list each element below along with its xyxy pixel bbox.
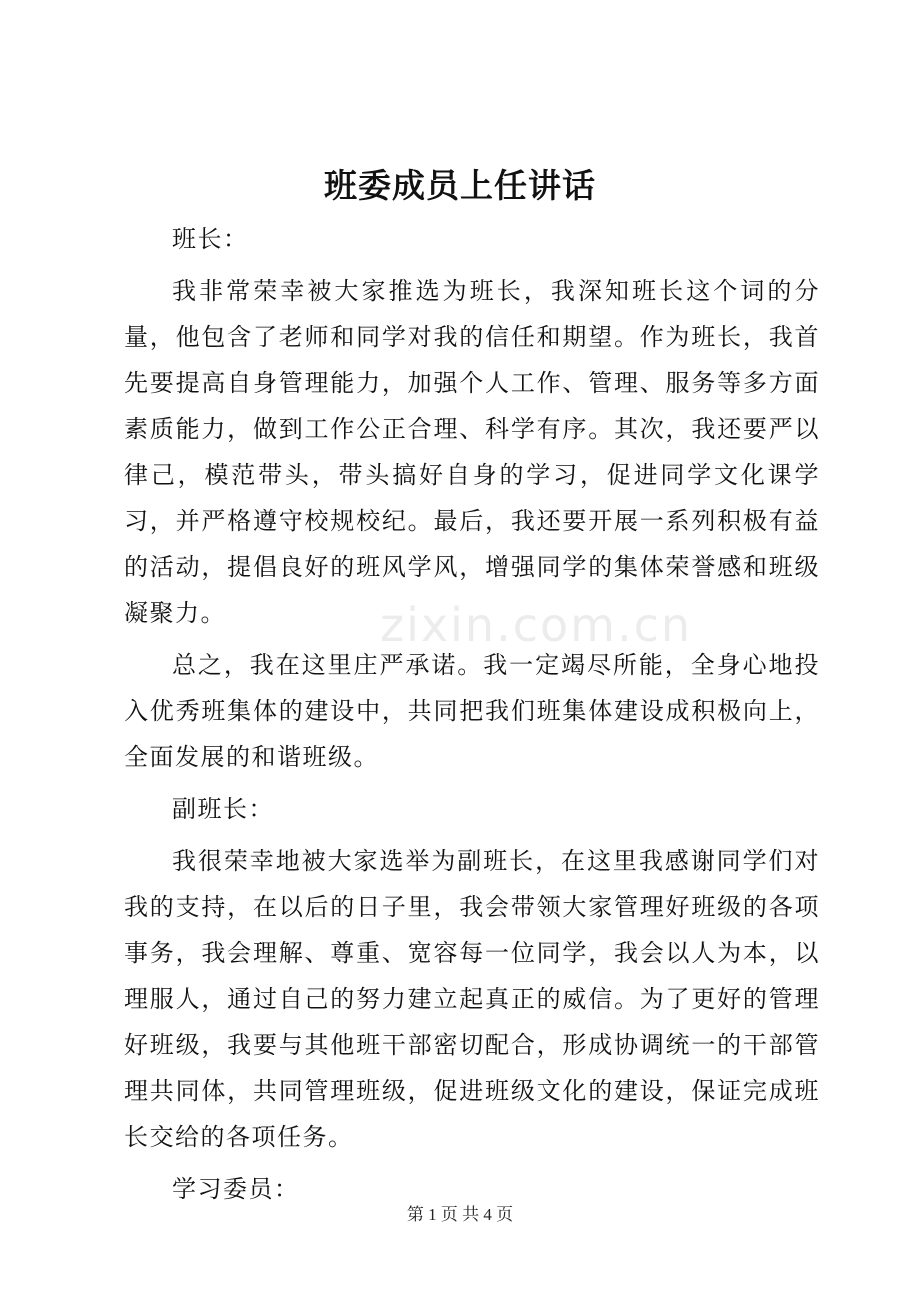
section-heading-monitor: 班长： [172,225,249,253]
document-title: 班委成员上任讲话 [324,166,596,205]
document-body [124,214,820,1212]
paragraph-monitor-conclusion: 总之，我在这里庄严承诺。我一定竭尽所能，全身心地投入优秀班集体的建设中，共同把我们班集体建设成积极向上，全面发展的和谐班级。 [124,651,820,771]
watermark: zixin.com.cn [380,598,693,652]
section-heading-study-committee: 学习委员： [172,1175,300,1203]
section-heading-vice-monitor: 副班长： [172,795,274,823]
paragraph-vice-monitor-speech: 我很荣幸地被大家选举为副班长，在这里我感谢同学们对我的支持，在以后的日子里，我会带领大家管理好班级的各项事务，我会理解、尊重、宽容每一位同学，我会以人为本，以理服人，通过自己的努力建立起真正的威信。为了更好的管理好班级，我要与其他班干部密切配合，形成协调统一的干部管理共同体，共同管理班级，促进班级文化的建设，保证完成班长交给的各项任务。 [124,847,820,1151]
paragraph-monitor-speech: 我非常荣幸被大家推选为班长，我深知班长这个词的分量，他包含了老师和同学对我的信任和期望。作为班长，我首先要提高自身管理能力，加强个人工作、管理、服务等多方面素质能力，做到工作公正合理、科学有序。其次，我还要严以律己，模范带头，带头搞好自身的学习，促进同学文化课学习，并严格遵守校规校纪。最后，我还要开展一系列积极有益的活动，提倡良好的班风学风，增强同学的集体荣誉感和班级凝聚力。 [124,277,820,627]
page-number-footer: 第 1 页 共 4 页 [406,1205,514,1224]
